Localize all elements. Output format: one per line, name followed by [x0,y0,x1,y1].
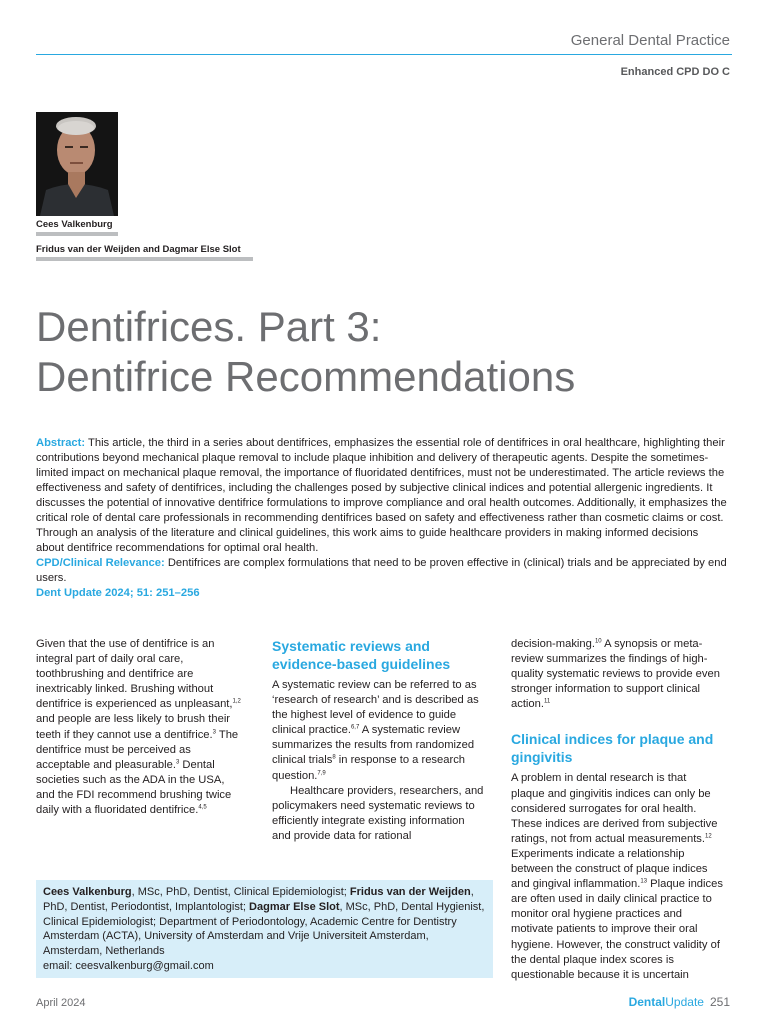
relevance-label: CPD/Clinical Relevance: [36,557,165,569]
text-run: Experiments indicate a relationship between the construct of plaque indices and gingival inflammation. [511,847,708,891]
text-run: A problem in dental research is that plaque and gingivitis indices can only be considered surrogates for oral health. These indices are derived from subjective ratings, not from actual measurements. [511,772,718,845]
text-run: decision-making. [511,638,595,650]
citation-sup: 3 [175,759,180,766]
citation-text: Dent Update 2024; 51: 251–256 [36,587,200,599]
affil-text: , MSc, PhD, Dental Hygienist, Clinical Epidemiologist; Department of Periodontology, Academic Centre for Dentistry Amsterdam (ACTA), University of Amsterdam and Vrije Universiteit Amsterdam, Amsterdam, Netherlands [43,900,485,958]
abstract-text: This article, the third in a series about dentifrices, emphasizes the essential role of dentifrices in oral healthcare, highlighting their contributions beyond mechanical plaque removal to include plaque inhibition and delivery of therapeutic agents. Despite the sometimes-limited impact on mechanical plaque removal, the importance of fluoridated dentifrices, must not be underestimated. The article reviews the effectiveness and safety of dentifrices, including the challenges posed by subjective clinical indices and potential allergenic ingredients. It discusses the potential of innovative dentifrice formulations to improve compliance and oral health outcomes. Additionally, it emphasizes the critical role of dental care professionals in recommending dentifrices based on safety and effectiveness rather than cosmetic claims or cost. Through an analysis of the literature and clinical guidelines, this work aims to guide healthcare providers in making informed decisions about dentifrice recommendations for optimal oral health. [36,437,727,554]
citation-sup: 7,9 [317,769,326,776]
footer-date: April 2024 [36,997,86,1009]
coauthors: Fridus van der Weijden and Dagmar Else Slot [36,244,241,255]
cpd-label: Enhanced CPD DO C [620,66,730,78]
affiliation-box [36,880,493,978]
citation-sup: 1,2 [232,698,241,705]
text-run: Given that the use of dentifrice is an integral part of daily oral care, toothbrushing and dentifrice are inextricably linked. Brushing without dentifrice is experienced as unpleasant, [36,638,233,711]
relevance-paragraph [36,556,728,586]
column-3 [511,637,723,983]
column-2 [272,637,484,844]
citation-sup: 10 [594,638,602,645]
page-number: 251 [709,995,730,1009]
text-run: in response to a research question. [272,754,466,782]
abstract-paragraph [36,436,728,556]
body-paragraph: Healthcare providers, researchers, and policymakers need systematic reviews to efficiently integrate existing information and provide data for rational [272,784,484,842]
affil-email: email: ceesvalkenburg@gmail.com [43,959,214,972]
text-run: Plaque indices are often used in daily clinical practice to monitor oral hygiene practices and motivate patients to improve their oral hygiene. However, the construct validity of the dental plaque index scores is questionable because it is uncertain [511,878,723,981]
footer-brand [629,995,730,1009]
column-1 [36,637,246,818]
citation-sup: 6,7 [350,724,360,731]
citation-sup: 4,5 [198,804,207,811]
header-rule [36,54,732,55]
coauthors-underline [36,257,253,261]
relevance-text: Dentifrices are complex formulations that need to be proven effective in (clinical) trials and be appreciated by end users. [36,557,727,584]
citation-sup: 12 [705,833,712,840]
body-paragraph [272,678,484,784]
brand-update: Update [665,995,704,1009]
section-heading-systematic-reviews: Systematic reviews and evidence-based guidelines [272,638,451,672]
author-underline [36,232,118,236]
text-run: Dental societies such as the ADA in the USA, and the FDI recommend brushing twice daily with a fluoridated dentifrice. [36,758,232,817]
section-heading-clinical-indices: Clinical indices for plaque and gingivitis [511,731,714,766]
abstract-label: Abstract: [36,437,86,449]
author-photo [36,112,118,216]
article-title [36,302,575,402]
title-line-2: Dentifrice Recommendations [36,353,576,400]
author-name: Cees Valkenburg [36,219,113,230]
text-run: A systematic review summarizes the results from randomized clinical trials [272,724,475,767]
citation-sup: 13 [640,878,648,885]
abstract-block [36,436,728,601]
body-paragraph [511,771,723,982]
affil-text: , MSc, PhD, Dentist, Clinical Epidemiologist; [131,886,350,898]
citation-sup: 3 [212,728,216,735]
citation [36,586,728,601]
journal-section-name: General Dental Practice [570,32,730,49]
body-paragraph [511,637,723,712]
citation-sup: 8 [332,754,336,761]
body-paragraph [36,637,246,818]
citation-sup: 11 [543,698,551,705]
text-run: A synopsis or meta-review summarizes the findings of high-quality systematic reviews to provide even stronger information to support clinical action. [511,638,720,711]
title-line-1: Dentifrices. Part 3: [36,303,382,350]
affil-text: , PhD, Dentist, Periodontist, Implantologist; [43,886,474,913]
text-run: The dentifrice must be perceived as acceptable and pleasurable. [36,728,239,771]
text-run: and people are less likely to brush their teeth if they cannot use a dentifrice. [36,713,231,741]
affil-name: Fridus van der Weijden [349,886,471,898]
text-run: A systematic review can be referred to as ‘research of research’ and is described as the highest level of evidence to guide clinical practice. [272,679,479,737]
brand-dental: Dental [628,995,666,1009]
affil-name: Dagmar Else Slot [249,900,340,913]
affil-name: Cees Valkenburg [43,886,132,898]
